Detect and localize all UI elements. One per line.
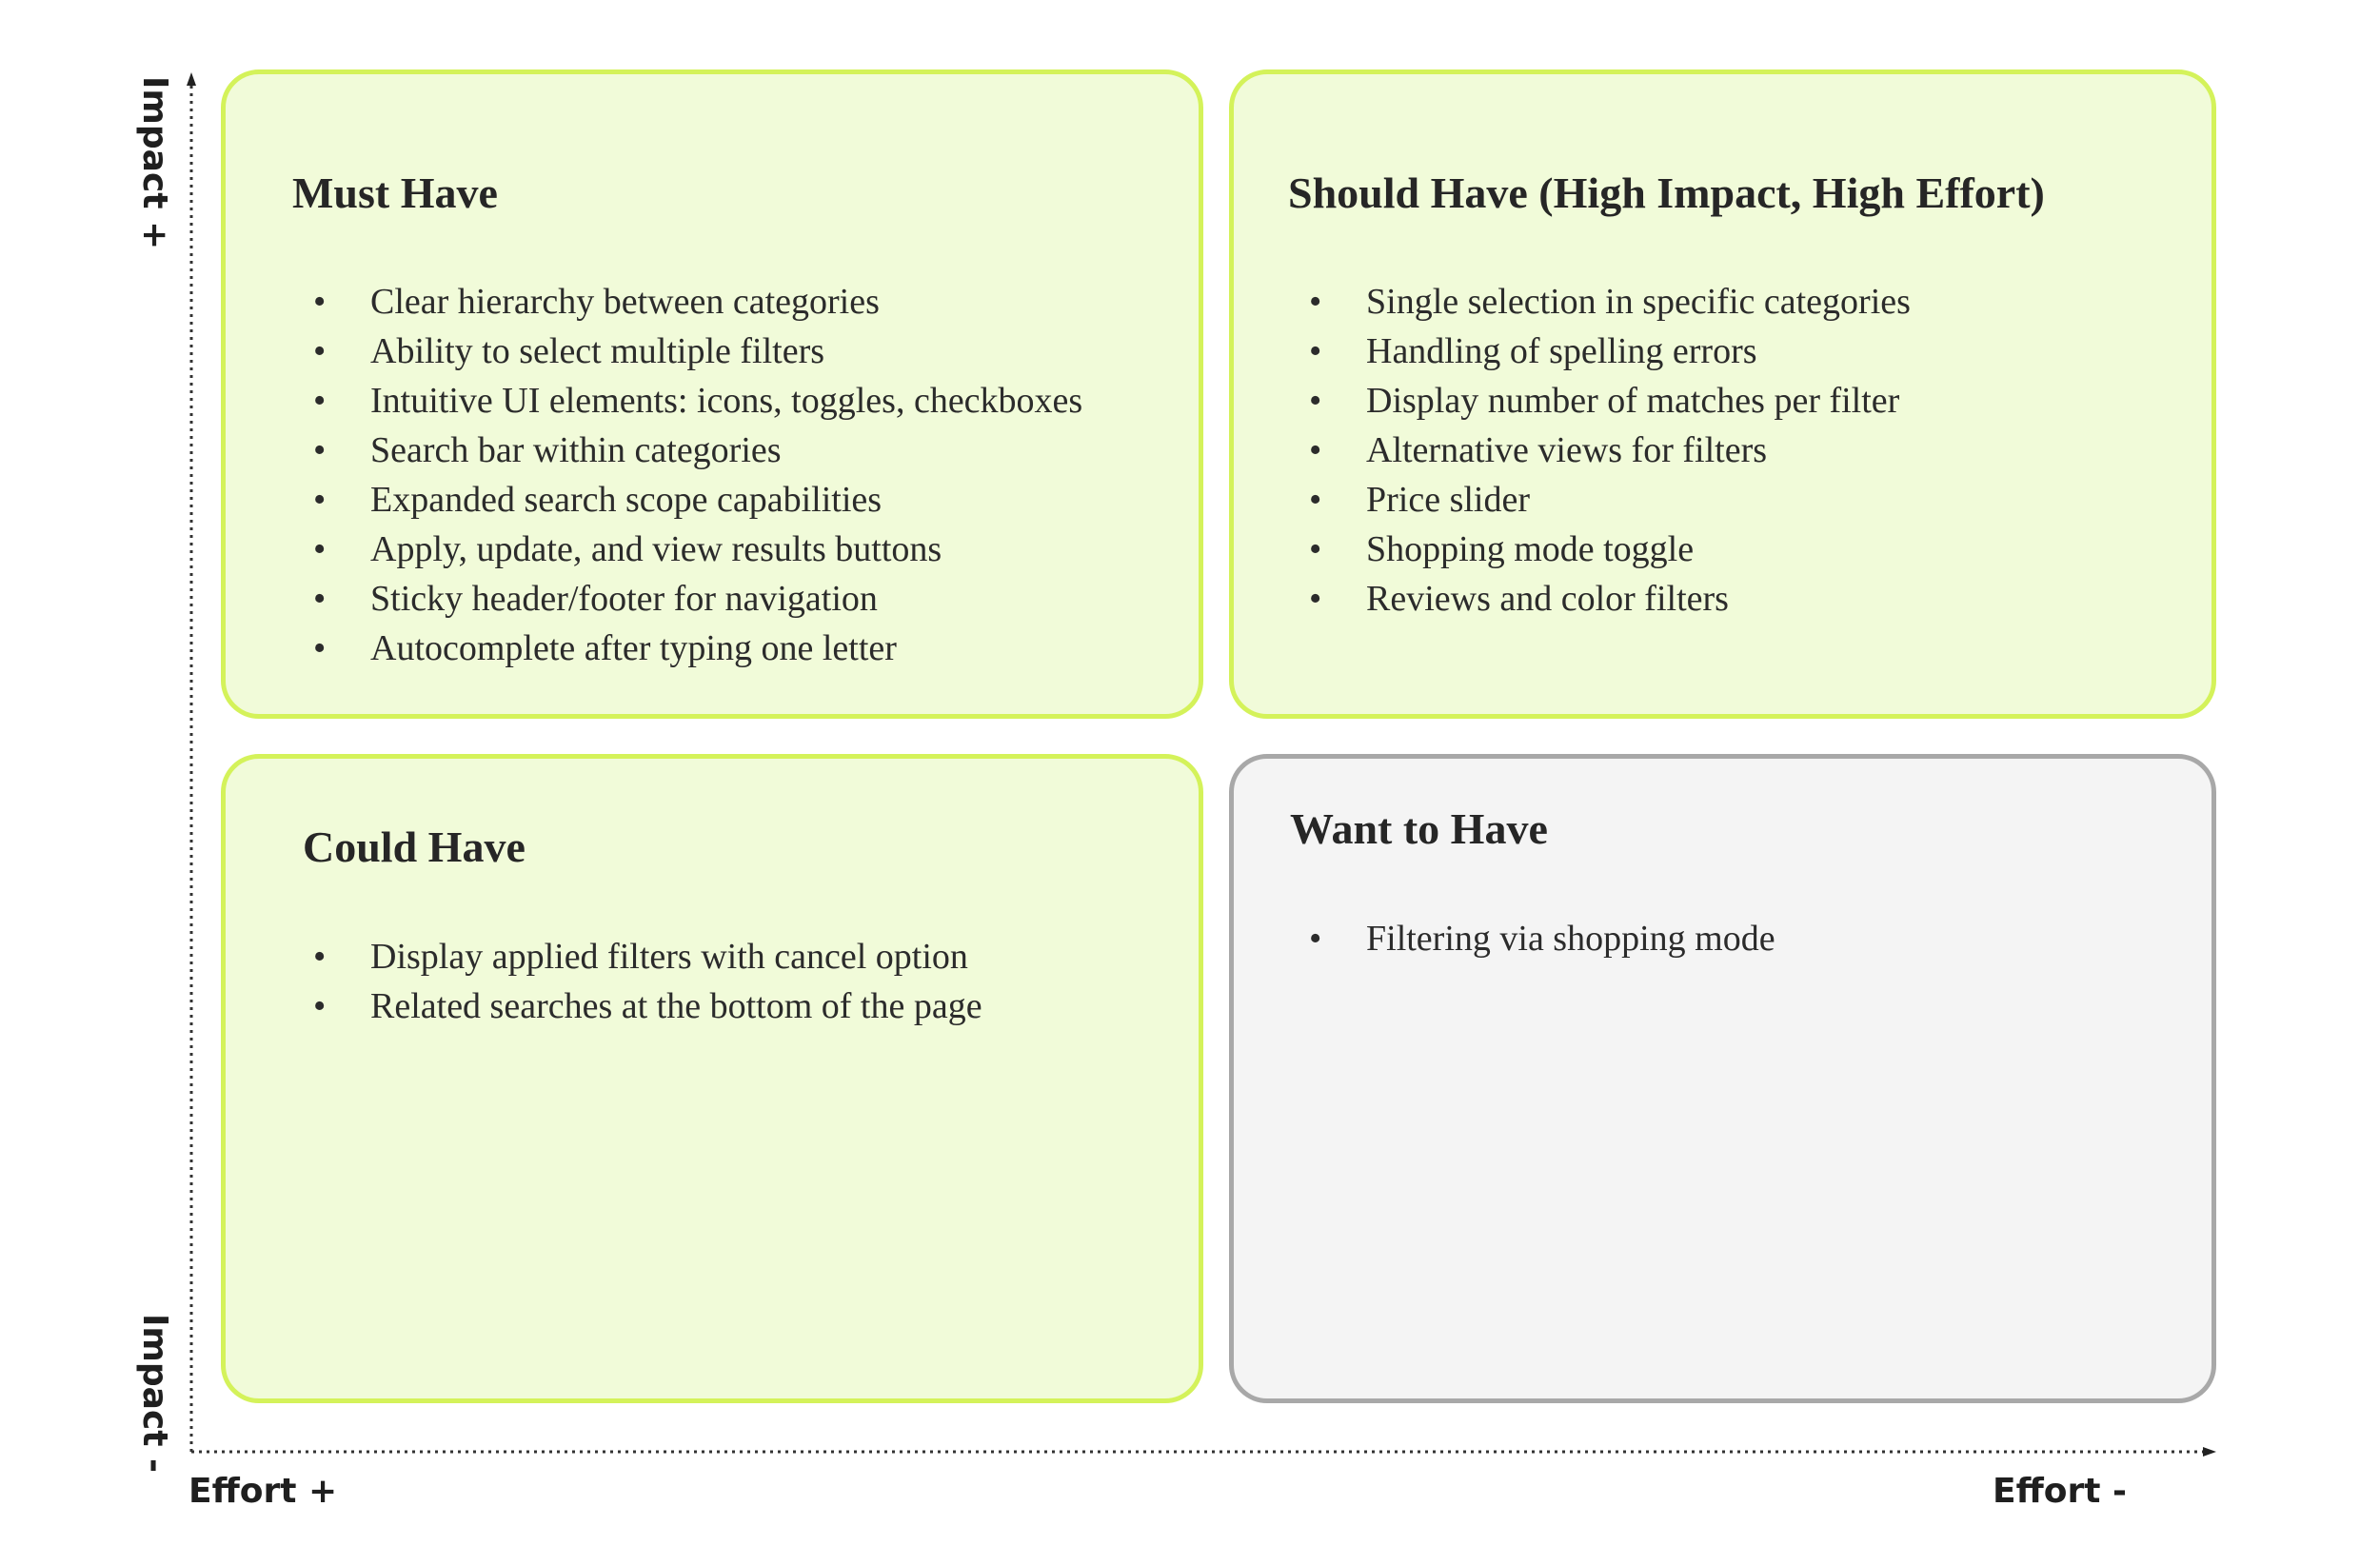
quadrant-want-to-have <box>1229 754 2216 1403</box>
list-item: • Price slider <box>1309 480 1531 520</box>
y-axis-bottom-label: Impact - <box>135 1314 174 1473</box>
quadrant-title: Must Have <box>292 168 498 217</box>
list-item-text: Reviews and color filters <box>1366 579 1729 619</box>
quadrant-could-have <box>221 754 1203 1403</box>
list-item: • Related searches at the bottom of the page <box>313 986 982 1026</box>
list-item-text: Sticky header/footer for navigation <box>370 579 878 619</box>
list-item: • Expanded search scope capabilities <box>313 480 883 520</box>
list-item-text: Ability to select multiple filters <box>370 331 825 371</box>
quadrant-item-list <box>1309 277 1911 624</box>
list-item-text: Intuitive UI elements: icons, toggles, checkboxes <box>370 381 1083 421</box>
list-item-text: Apply, update, and view results buttons <box>370 529 942 569</box>
x-axis <box>191 1447 2216 1457</box>
quadrant-item-list <box>1309 914 1775 963</box>
list-item: • Search bar within categories <box>313 430 782 470</box>
list-item: • Ability to select multiple filters <box>313 331 825 371</box>
list-item: • Display applied filters with cancel option <box>313 937 968 977</box>
quadrant-title: Want to Have <box>1290 804 1548 853</box>
list-item-text: Related searches at the bottom of the page <box>370 986 982 1026</box>
list-item-text: Autocomplete after typing one letter <box>370 628 897 668</box>
x-axis-right-label: Effort - <box>1993 1472 2127 1511</box>
list-item: • Shopping mode toggle <box>1309 529 1695 569</box>
quadrant-should-have <box>1229 69 2216 719</box>
list-item-text: Handling of spelling errors <box>1366 331 1757 371</box>
list-item: • Single selection in specific categories <box>1309 282 1911 322</box>
list-item: • Reviews and color filters <box>1309 579 1729 619</box>
list-item-text: Price slider <box>1366 480 1531 520</box>
list-item-text: Filtering via shopping mode <box>1366 919 1775 959</box>
list-item: • Handling of spelling errors <box>1309 331 1757 371</box>
list-item-text: Expanded search scope capabilities <box>370 480 883 520</box>
list-item-text: Clear hierarchy between categories <box>370 282 880 322</box>
list-item: • Intuitive UI elements: icons, toggles, checkboxes <box>313 381 1083 421</box>
y-axis-top-label: Impact + <box>135 76 174 250</box>
list-item-text: Search bar within categories <box>370 430 782 470</box>
list-item-text: Single selection in specific categories <box>1366 282 1911 322</box>
list-item: • Filtering via shopping mode <box>1309 919 1775 959</box>
quadrant-title: Should Have (High Impact, High Effort) <box>1288 168 2045 217</box>
quadrant-must-have <box>221 69 1203 719</box>
list-item-text: Display number of matches per filter <box>1366 381 1900 421</box>
y-axis <box>187 72 196 1452</box>
list-item: • Clear hierarchy between categories <box>313 282 880 322</box>
list-item: • Autocomplete after typing one letter <box>313 628 897 668</box>
quadrant-item-list <box>313 277 1082 673</box>
list-item: • Alternative views for filters <box>1309 430 1768 470</box>
quadrant-title: Could Have <box>303 823 526 871</box>
list-item: • Apply, update, and view results buttons <box>313 529 942 569</box>
list-item-text: Alternative views for filters <box>1366 430 1768 470</box>
quadrant-item-list <box>313 932 982 1031</box>
x-axis-left-label: Effort + <box>188 1472 338 1511</box>
list-item-text: Shopping mode toggle <box>1366 529 1695 569</box>
list-item-text: Display applied filters with cancel option <box>370 937 968 977</box>
list-item: • Display number of matches per filter <box>1309 381 1900 421</box>
list-item: • Sticky header/footer for navigation <box>313 579 878 619</box>
